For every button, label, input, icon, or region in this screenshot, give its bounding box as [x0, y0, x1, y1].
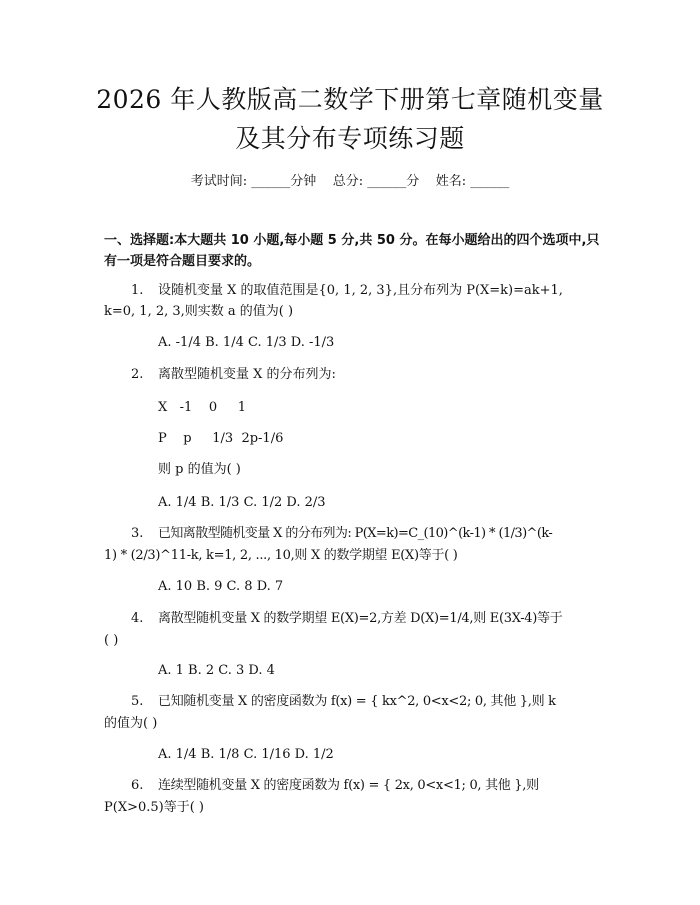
- exam-info-line: 考试时间: ______分钟 总分: ______分 姓名: ______: [190, 174, 510, 189]
- question-4-text-cont: ( ): [104, 633, 119, 648]
- question-6-text-cont: P(X>0.5)等于( ): [104, 800, 204, 815]
- question-3-options: A. 10 B. 9 C. 8 D. 7: [158, 579, 284, 594]
- question-3-number: 3.: [131, 526, 144, 541]
- question-4-text: 离散型随机变量 X 的数学期望 E(X)=2,方差 D(X)=1/4,则 E(3X-4)等于: [158, 611, 563, 626]
- question-2-number: 2.: [131, 367, 144, 382]
- question-6-number: 6.: [131, 778, 144, 793]
- question-1-options: A. -1/4 B. 1/4 C. 1/3 D. -1/3: [158, 335, 335, 350]
- question-6-text: 连续型随机变量 X 的密度函数为 f(x) = { 2x, 0<x<1; 0, 其他 },则: [158, 778, 539, 793]
- doc-title-line-1: 2026 年人教版高二数学下册第七章随机变量: [96, 85, 604, 114]
- question-5-number: 5.: [131, 694, 144, 709]
- doc-title-line-2: 及其分布专项练习题: [235, 124, 465, 153]
- question-4-number: 4.: [131, 611, 144, 626]
- question-2-table-p-row: P p 1/3 2p-1/6: [158, 431, 284, 446]
- question-4-options: A. 1 B. 2 C. 3 D. 4: [158, 663, 275, 678]
- section-heading: 一、选择题:本大题共 10 小题,每小题 5 分,共 50 分。在每小题给出的四个选项中,只有一项是符合题目要求的。: [104, 233, 600, 269]
- question-2-table-x-row: X -1 0 1: [158, 400, 247, 415]
- question-5-text-cont: 的值为( ): [104, 716, 158, 731]
- question-2-text: 离散型随机变量 X 的分布列为:: [158, 367, 336, 382]
- question-2-ask: 则 p 的值为( ): [158, 462, 241, 477]
- question-1-text: 设随机变量 X 的取值范围是{0, 1, 2, 3},且分布列为 P(X=k)=ak+1,: [158, 283, 563, 298]
- question-3-text: 已知离散型随机变量 X 的分布列为: P(X=k)=C_(10)^(k-1) * (1/3)^(k-: [158, 526, 553, 541]
- question-3-text-cont: 1) * (2/3)^11-k, k=1, 2, ..., 10,则 X 的数学期望 E(X)等于( ): [104, 548, 458, 563]
- question-5-options: A. 1/4 B. 1/8 C. 1/16 D. 1/2: [158, 747, 334, 762]
- question-1-text-cont: k=0, 1, 2, 3,则实数 a 的值为( ): [104, 304, 294, 319]
- question-2-options: A. 1/4 B. 1/3 C. 1/2 D. 2/3: [158, 495, 326, 510]
- question-1-number: 1.: [131, 283, 144, 298]
- question-5-text: 已知随机变量 X 的密度函数为 f(x) = { kx^2, 0<x<2; 0, 其他 },则 k: [158, 694, 556, 709]
